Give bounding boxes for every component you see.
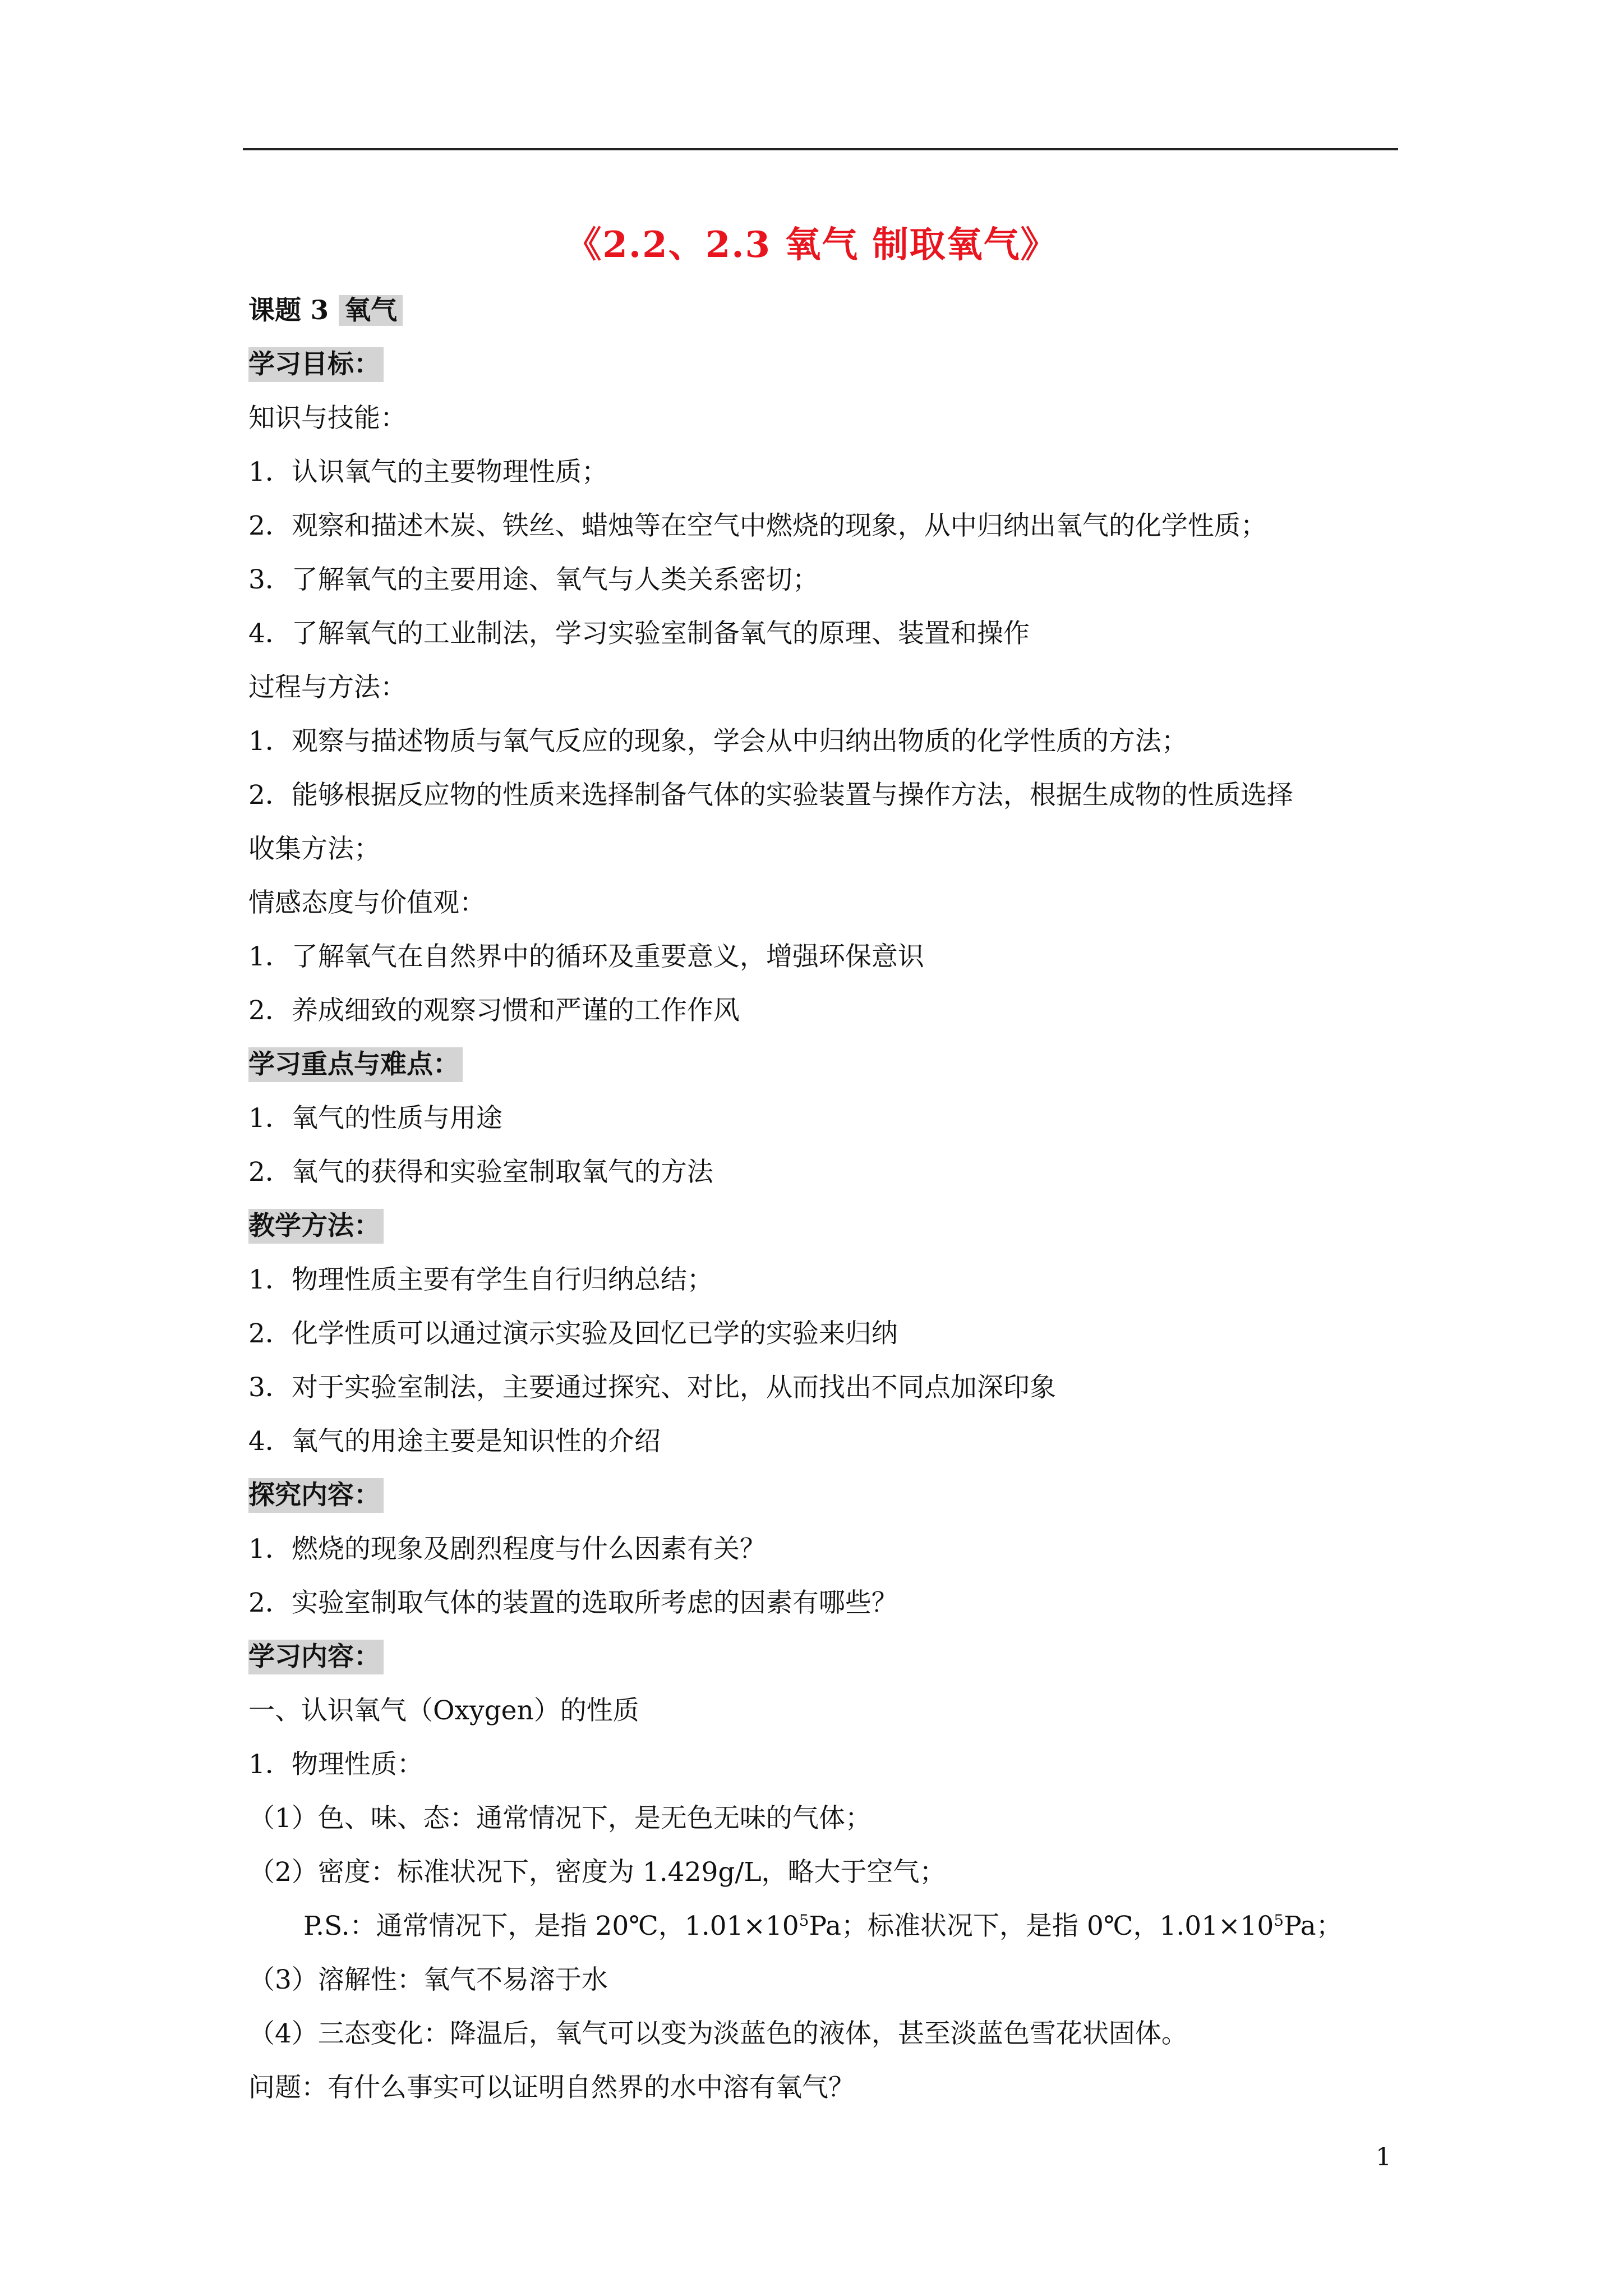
section-heading-method xyxy=(248,1199,1404,1253)
subheading-knowledge: 知识与技能： xyxy=(248,403,407,434)
subheading-emotion: 情感态度与价值观： xyxy=(248,887,486,918)
content-part-title: 一、认识氧气（Oxygen）的性质 xyxy=(248,1695,639,1726)
document-body xyxy=(248,284,1404,2115)
ps-exponent-2: 5 xyxy=(1274,1911,1284,1930)
method-heading: 教学方法： xyxy=(248,1209,384,1244)
knowledge-item: 1．认识氧气的主要物理性质； xyxy=(248,457,608,487)
lesson-line xyxy=(248,284,1404,338)
ps-exponent-1: 5 xyxy=(799,1911,809,1930)
emotion-item: 2．养成细致的观察习惯和严谨的工作作风 xyxy=(248,995,740,1026)
page-number: 1 xyxy=(1376,2143,1391,2171)
explore-item: 1．燃烧的现象及剧烈程度与什么因素有关？ xyxy=(248,1534,766,1565)
ps-text-a: P.S.：通常情况下，是指 20℃，1.01×10 xyxy=(303,1911,799,1941)
content-physical-title: 1．物理性质： xyxy=(248,1749,423,1780)
knowledge-item: 4．了解氧气的工业制法，学习实验室制备氧气的原理、装置和操作 xyxy=(248,618,1030,649)
key-item: 2．氧气的获得和实验室制取氧气的方法 xyxy=(248,1157,713,1188)
process-item: 1．观察与描述物质与氧气反应的现象，学会从中归纳出物质的化学性质的方法； xyxy=(248,726,1188,757)
ps-text-b: Pa；标准状况下，是指 0℃，1.01×10 xyxy=(809,1911,1274,1941)
explore-item: 2．实验室制取气体的装置的选取所考虑的因素有哪些？ xyxy=(248,1588,898,1618)
goals-heading: 学习目标： xyxy=(248,347,384,382)
explore-heading: 探究内容： xyxy=(248,1478,384,1513)
process-item: 2．能够根据反应物的性质来选择制备气体的实验装置与操作方法，根据生成物的性质选择 xyxy=(248,780,1293,811)
method-item: 3．对于实验室制法，主要通过探究、对比，从而找出不同点加深印象 xyxy=(248,1372,1056,1403)
content-item: （1）色、味、态：通常情况下，是无色无味的气体； xyxy=(248,1803,872,1834)
method-item: 2．化学性质可以通过演示实验及回忆已学的实验来归纳 xyxy=(248,1318,898,1349)
method-item: 4．氧气的用途主要是知识性的介绍 xyxy=(248,1426,661,1457)
content-ps-note xyxy=(248,1899,1404,1953)
section-heading-goals xyxy=(248,338,1404,392)
subheading-process: 过程与方法： xyxy=(248,672,407,703)
content-item: （2）密度：标准状况下，密度为 1.429g/L，略大于空气； xyxy=(248,1857,946,1888)
section-heading-explore xyxy=(248,1469,1404,1522)
content-question: 问题：有什么事实可以证明自然界的水中溶有氧气？ xyxy=(248,2072,855,2103)
lesson-topic: 氧气 xyxy=(339,295,403,326)
key-heading: 学习重点与难点： xyxy=(248,1047,463,1082)
emotion-item: 1．了解氧气在自然界中的循环及重要意义，增强环保意识 xyxy=(248,941,924,972)
content-heading: 学习内容： xyxy=(248,1640,384,1674)
header-rule xyxy=(243,148,1398,150)
knowledge-item: 2．观察和描述木炭、铁丝、蜡烛等在空气中燃烧的现象，从中归纳出氧气的化学性质； xyxy=(248,510,1267,541)
knowledge-item: 3．了解氧气的主要用途、氧气与人类关系密切； xyxy=(248,564,819,595)
content-item: （4）三态变化：降温后，氧气可以变为淡蓝色的液体，甚至淡蓝色雪花状固体。 xyxy=(248,2018,1188,2049)
document-title: 《2.2、2.3 氧气 制取氧气》 xyxy=(565,224,1058,266)
lesson-prefix: 课题 3 xyxy=(248,295,329,326)
method-item: 1．物理性质主要有学生自行归纳总结； xyxy=(248,1264,713,1295)
process-item-continuation: 收集方法； xyxy=(248,834,380,864)
ps-text-c: Pa； xyxy=(1284,1911,1343,1941)
section-heading-content xyxy=(248,1630,1404,1684)
key-item: 1．氧气的性质与用途 xyxy=(248,1103,502,1134)
content-item: （3）溶解性：氧气不易溶于水 xyxy=(248,1964,608,1995)
section-heading-key xyxy=(248,1038,1404,1092)
